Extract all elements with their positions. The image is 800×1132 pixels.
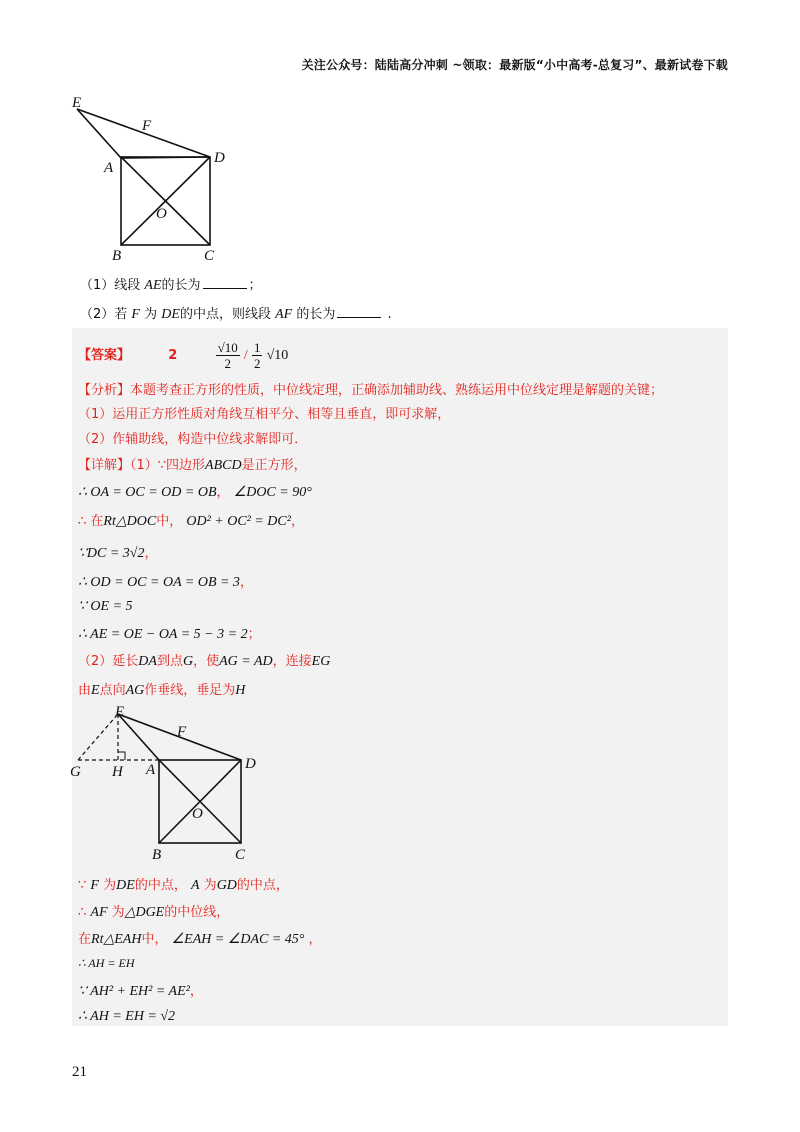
detail-line-15: ∴ AH = EH = √2 xyxy=(78,1009,176,1024)
detail-line-4: ∵DC = 3√2， xyxy=(78,546,158,561)
label-A: A xyxy=(104,160,114,176)
label-D: D xyxy=(245,756,256,772)
label-E: E xyxy=(115,704,125,720)
geometry-figure-2 xyxy=(68,702,278,862)
label-F: F xyxy=(177,724,187,740)
detail-line-14: ∵ AH² + EH² = AE²， xyxy=(78,984,203,999)
question-1: （1）线段 AE的长为 ； xyxy=(80,278,262,293)
analysis-line-3: （2）作辅助线，构造中位线求解即可． xyxy=(78,432,308,447)
detail-line-9: 由E点向AG作垂线，垂足为H xyxy=(78,683,246,698)
detail-line-6: ∵ OE = 5 xyxy=(78,599,133,614)
page-number: 21 xyxy=(72,1064,87,1080)
geometry-figure-1 xyxy=(64,92,244,264)
label-F: F xyxy=(142,118,152,134)
answer-line: 【答案】 2 $\frac{√10}{2}$ / $\frac{1}{2}$ √10 xyxy=(78,340,289,371)
label-C: C xyxy=(204,248,215,264)
label-A: A xyxy=(146,762,156,778)
label-C: C xyxy=(235,847,246,862)
detail-line-7: ∴ AE = OE − OA = 5 − 3 = 2； xyxy=(78,627,261,642)
answer-blank-2 xyxy=(337,305,381,318)
detail-line-11: ∴ AF 为△DGE的中位线， xyxy=(78,905,230,920)
fraction-one-half: $\frac{1}{2}$ xyxy=(253,340,261,371)
page-header: 关注公众号：陆陆高分冲刺 ~领取：最新版“小中高考-总复习”、最新试卷下载 xyxy=(301,58,728,72)
label-B: B xyxy=(112,248,122,264)
detail-line-1: 【详解】（1）∵四边形ABCD是正方形， xyxy=(78,458,307,473)
label-H: H xyxy=(112,764,123,780)
label-G: G xyxy=(70,764,81,780)
detail-line-12: 在Rt△EAH中， ∠EAH = ∠DAC = 45° ， xyxy=(78,932,322,947)
analysis-line-2: （1）运用正方形性质对角线互相平分、相等且垂直，即可求解， xyxy=(78,407,451,422)
answer-blank-1 xyxy=(203,276,247,289)
detail-line-8: （2）延长DA到点G，使AG = AD，连接EG xyxy=(78,654,331,669)
analysis-line-1: 【分析】本题考查正方形的性质，中位线定理，正确添加辅助线、熟练运用中位线定理是解题的关键； xyxy=(78,383,664,398)
detail-line-10: ∵ F 为DE的中点， A 为GD的中点， xyxy=(78,878,289,893)
detail-line-5: ∴ OD = OC = OA = OB = 3， xyxy=(78,575,253,590)
question-2: （2）若 F 为 DE的中点，则线段 AF 的长为 . xyxy=(80,307,392,322)
label-D: D xyxy=(214,150,225,166)
detail-line-13: ∴ AH = EH xyxy=(78,956,135,970)
label-O: O xyxy=(192,806,203,822)
label-B: B xyxy=(152,847,162,862)
label-O: O xyxy=(156,206,167,222)
detail-line-2: ∴ OA = OC = OD = OB， ∠DOC = 90° xyxy=(78,485,312,500)
detail-line-3: ∴ 在Rt△DOC中， OD² + OC² = DC²， xyxy=(78,514,304,529)
fraction-sqrt10-over-2: $\frac{√10}{2}$ xyxy=(217,340,238,371)
label-E: E xyxy=(72,95,82,111)
